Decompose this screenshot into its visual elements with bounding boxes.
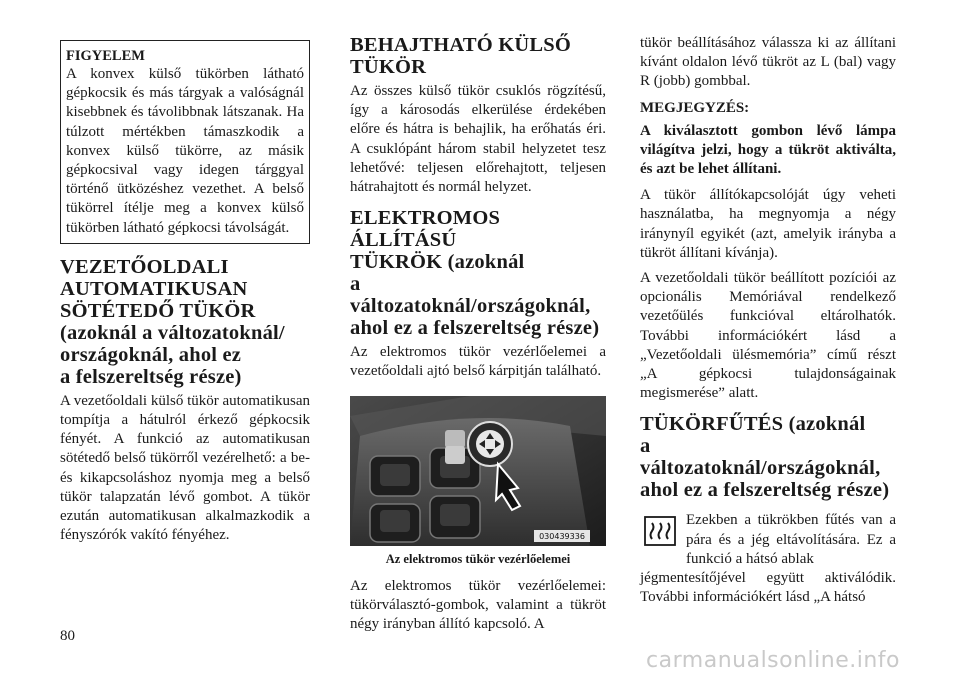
- heading-line: AUTOMATIKUSAN: [60, 277, 248, 300]
- heated-mirror-section: [640, 511, 896, 607]
- heading-line: TÜKÖR: [350, 56, 427, 78]
- mirror-switch-text: A tükör állítókapcsolóját úgy veheti használatba, ha megnyomja a négy iránynyíl egyikét (azt, amelyik irányba a tükröt állítani kívánja).: [640, 187, 896, 261]
- heading-line: a felszereltség része): [60, 365, 242, 388]
- column-left: [60, 40, 310, 545]
- column-right: [640, 34, 896, 607]
- power-mirror-controls-text: Az elektromos tükör vezérlőelemei: tükörválasztó-gombok, valamint a tükröt négy irányban állító kapcsoló. A: [350, 577, 606, 633]
- mirror-select-text: tükör beállításához válassza ki az állítani kívánt oldalon lévő tükröt az L (bal) vagy R (jobb) gombbal.: [640, 35, 896, 90]
- memory-text: A vezetőoldali tükör beállított pozíciói az opcionális Memóriával rendelkező vezetőülés funkcióval eltárolhatók. További információkért lásd a „Vezetőoldali ülésmemória” című részt „A gépkocsi tulajdonságainak megismerése” alatt.: [640, 270, 896, 402]
- auto-dimming-text: A vezetőoldali külső tükör automatikusan tompítja a hátulról érkező gépkocsik fényét. A funkció az automatikusan sötétedő belső tükörről vezérelhető: a be- és kikapcsoláshoz nyomja meg a belső tükör talapzatán lévő gombot. A tükör ezután automatikusan alkalmazkodik a fényszórók vakító fényéhez.: [60, 392, 310, 544]
- heading-line: a változatoknál/országoknál,: [350, 273, 591, 318]
- heated-mirror-text: [640, 511, 896, 607]
- power-mirror-location-text: Az elektromos tükör vezérlőelemei a vezetőoldali ajtó belső kárpitján található.: [350, 344, 606, 380]
- power-mirror-controls-photo: [350, 396, 606, 546]
- door-panel-illustration: [350, 396, 606, 546]
- watermark: carmanualsonline.info: [646, 648, 900, 673]
- heading-line: SÖTÉTEDŐ TÜKÖR: [60, 299, 256, 322]
- figure-caption: Az elektromos tükör vezérlőelemei: [385, 551, 571, 566]
- heading-line: a változatoknál/országoknál,: [640, 435, 881, 480]
- heading-line: (azoknál a változatoknál/: [60, 321, 285, 344]
- warning-title: FIGYELEM: [66, 48, 145, 64]
- heading-line: TÜKÖRFŰTÉS (azoknál: [640, 413, 866, 436]
- column-middle: [350, 34, 606, 634]
- heading-line: ahol ez a felszereltség része): [640, 479, 890, 502]
- heading-line: BEHAJTHATÓ KÜLSŐ: [350, 34, 571, 56]
- heading-heated-mirrors: [640, 413, 896, 501]
- warning-box: [60, 40, 310, 244]
- heading-folding-mirror: [350, 34, 606, 78]
- heading-line: ELEKTROMOS ÁLLÍTÁSÚ: [350, 207, 501, 252]
- heading-line: ahol ez a felszereltség része): [350, 317, 600, 340]
- heading-power-mirrors: [350, 207, 606, 339]
- note-text: A kiválasztott gombon lévő lámpa világítva jelzi, hogy a tükröt aktiválta, és azt be lehet állítani.: [640, 122, 896, 178]
- note-title: MEGJEGYZÉS:: [640, 99, 750, 116]
- page-number: 80: [60, 628, 75, 644]
- heading-auto-dimming-mirror: [60, 256, 310, 388]
- folding-mirror-text: Az összes külső tükör csuklós rögzítésű, így a károsodás elkerülése érdekében előre és hátra is behajlik, ha erőhatás éri. A csuklópánt három stabil helyzetet tesz lehetővé: teljesen előrehajtott, teljesen hátrahajtott és normál helyzet.: [350, 83, 606, 196]
- heading-line: VEZETŐOLDALI: [60, 255, 229, 278]
- rear-defrost-icon: [644, 515, 676, 547]
- figure-code: 030439336: [539, 531, 585, 541]
- heated-mirror-text-rest: jégmentesítőjével együtt aktiválódik. További információkért lásd „A hátsó: [640, 570, 896, 606]
- heated-mirror-text-indented: Ezekben a tükrökben fűtés van a pára és a jég eltávolítására. Ez a funkció a hátsó ablak: [686, 512, 896, 567]
- heading-line: országoknál, ahol ez: [60, 343, 242, 366]
- heading-line: TÜKRÖK (azoknál: [350, 251, 525, 274]
- warning-text: A konvex külső tükörben látható gépkocsik és más tárgyak a valóságnál kisebbnek és távolibbnak látszanak. Ha túlzott mértékben támaszkodik a konvex külső tükörre, az másik gépkocsival vagy idegen tárggyal történő ütközéshez vezethet. A belső tükörrel ítélje meg a konvex külső tükörben látható gépkocsi távolságát.: [66, 66, 304, 236]
